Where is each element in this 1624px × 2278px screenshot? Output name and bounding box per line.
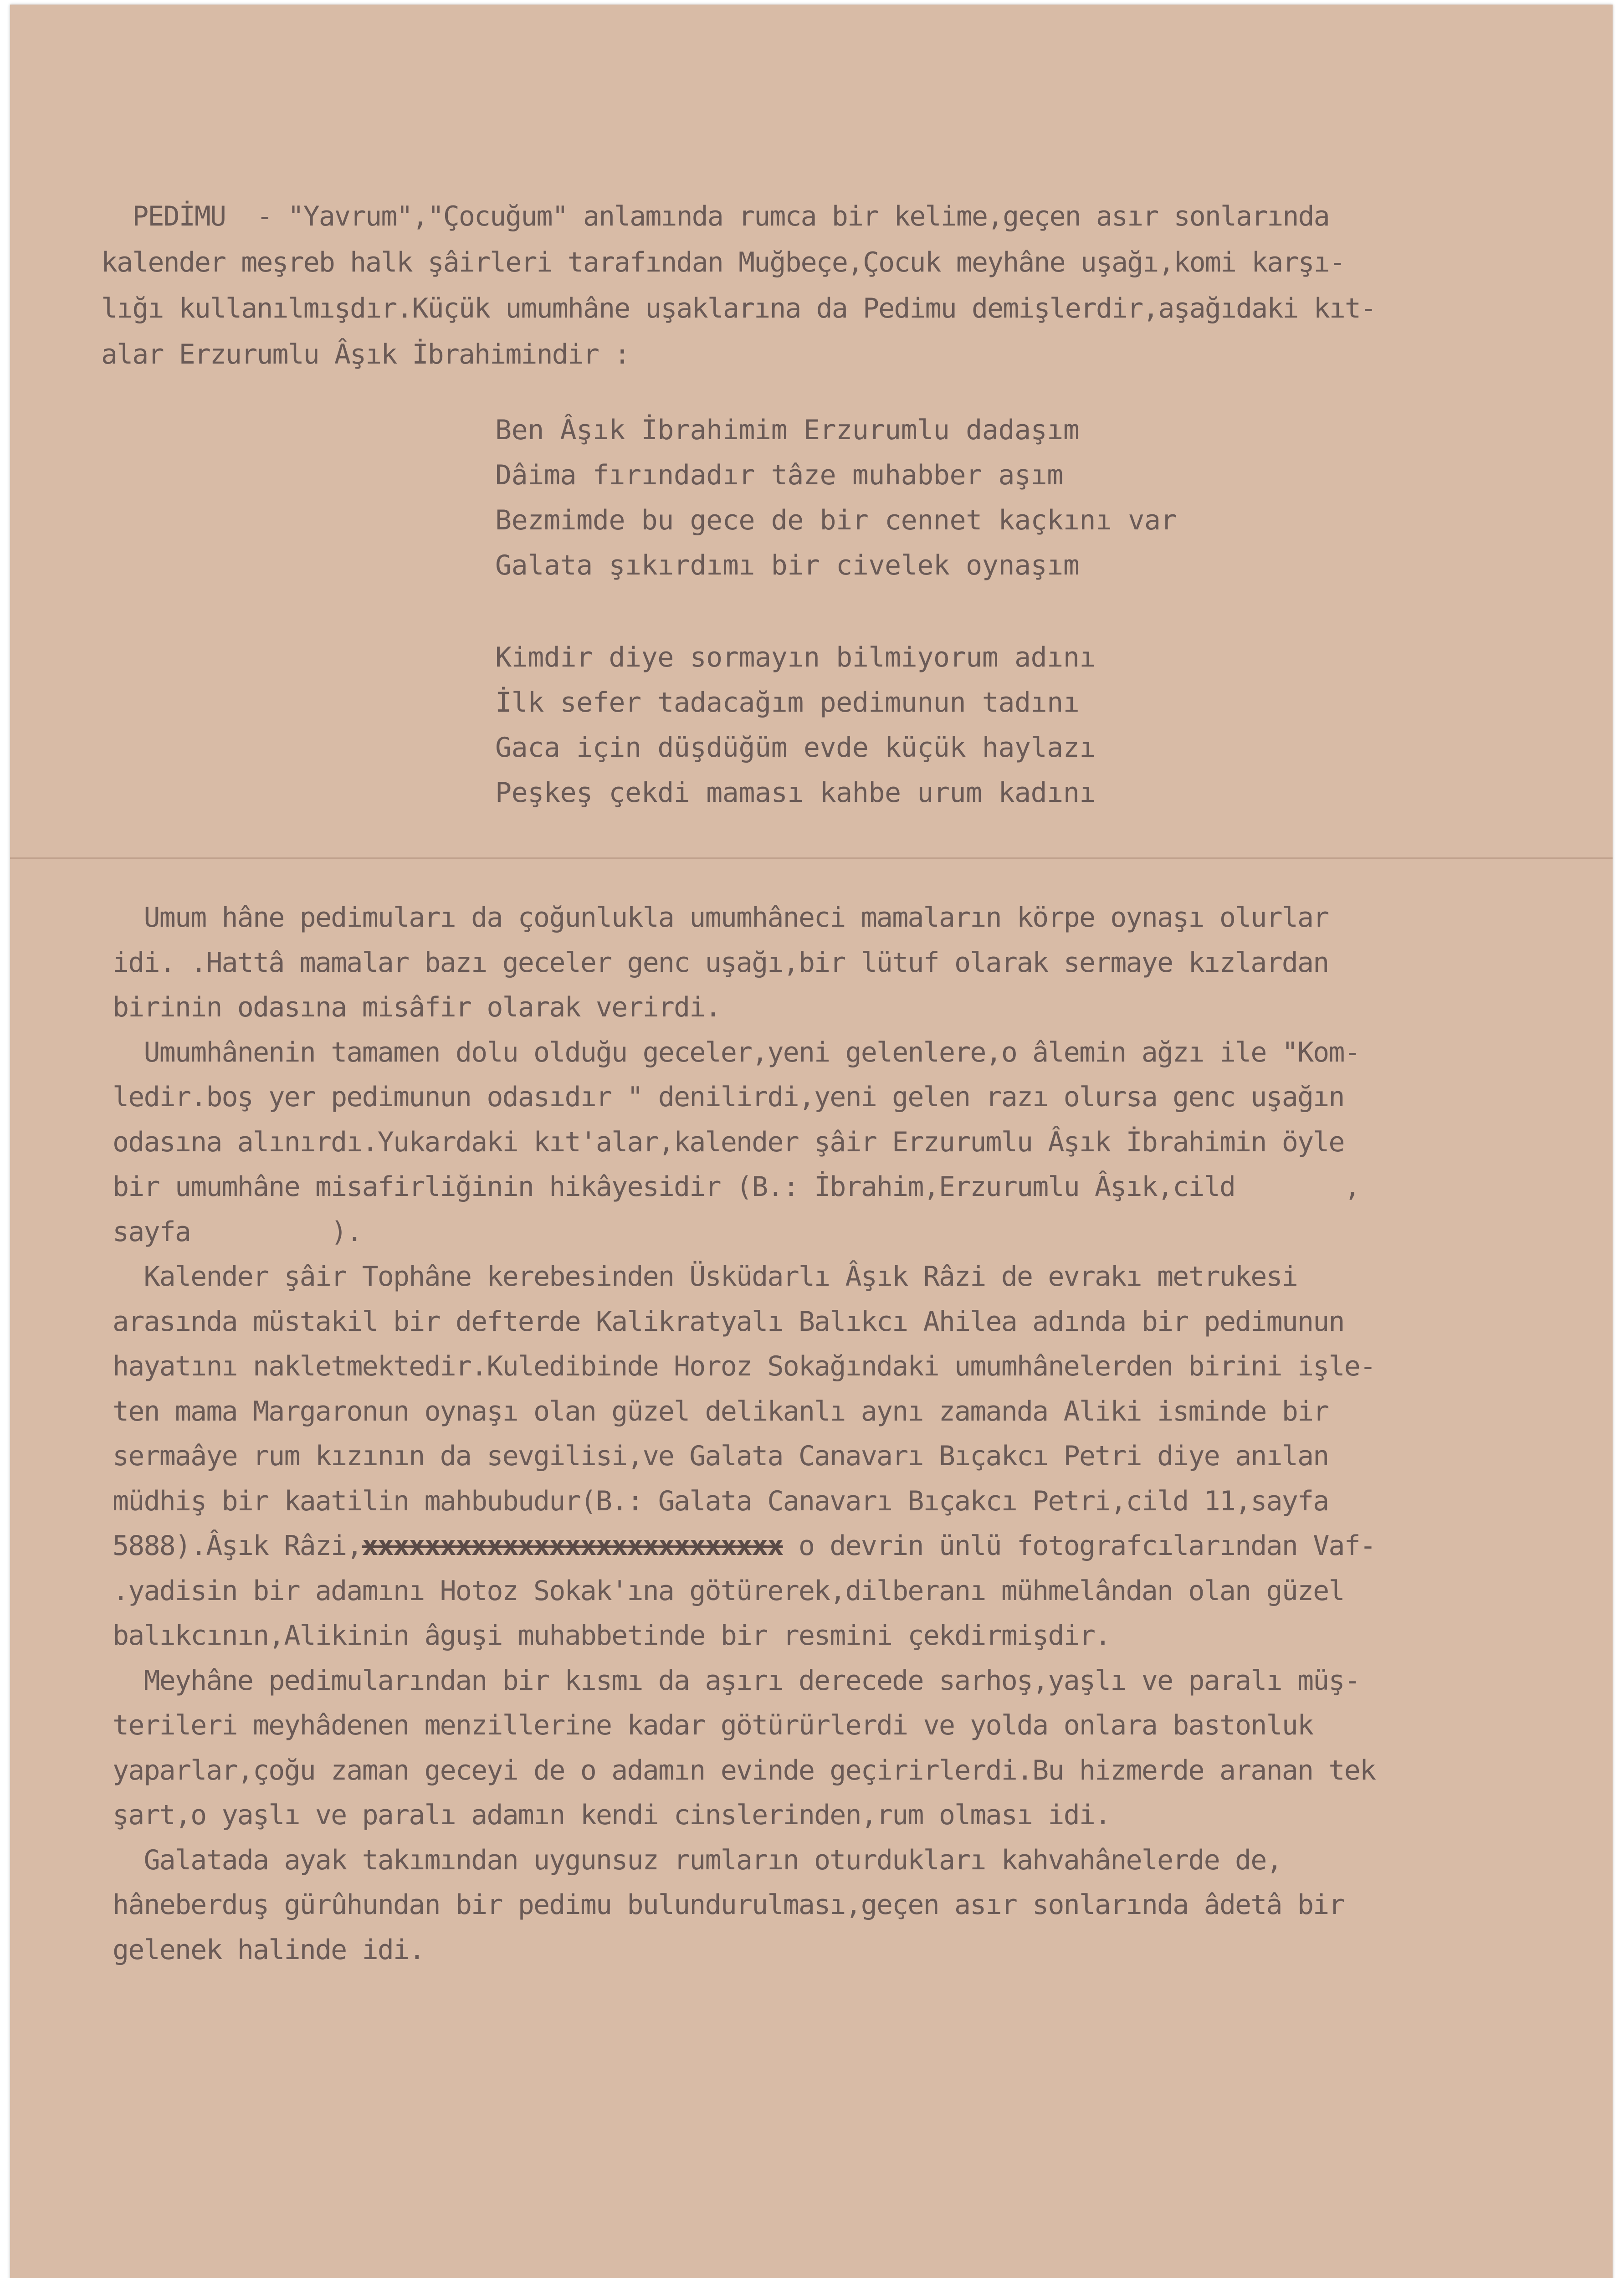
text-line: birinin odasına misâfir olarak verirdi. [113,991,721,1023]
text-line: Kalender şâir Tophâne kerebesinden Üsküdarlı Âşık Râzi de evrakı metrukesi [113,1261,1297,1293]
verse-line: Bezmimde bu gece de bir cennet kaçkını var [495,504,1177,536]
intro-paragraph [101,194,1376,378]
text-line: sermaâye rum kızının da sevgilisi,ve Galata Canavarı Bıçakcı Petri diye anılan [113,1440,1329,1472]
verse-line: Ben Âşık İbrahimim Erzurumlu dadaşım [495,414,1080,446]
paper-fold-line [10,857,1613,859]
text-line: hâneberduş gürûhundan bir pedimu bulundurulması,geçen asır sonlarında âdetâ bir [113,1889,1344,1921]
verse-line: Galata şıkırdımı bir civelek oynaşım [495,549,1080,581]
line-start: 5888).Âşık Râzi, [113,1530,362,1562]
verse-line: Dâima fırındadır tâze muhabber aşım [495,459,1063,491]
text-line: yaparlar,çoğu zaman geceyi de o adamın evinde geçirirlerdi.Bu hizmerde aranan tek [113,1754,1376,1786]
verse-line: Kimdir diye sormayın bilmiyorum adını [495,641,1096,673]
text-line: terileri meyhâdenen menzillerine kadar götürürlerdi ve yolda onlara bastonluk [113,1709,1313,1741]
verse-line: Gaca için düşdüğüm evde küçük haylazı [495,732,1096,764]
text-line: Galatada ayak takımından uygunsuz rumların oturdukları kahvahânelerde de, [113,1844,1282,1876]
text-line-with-strikeout [113,1524,1375,1569]
text-line: müdhiş bir kaatilin mahbubudur(B.: Galata Canavarı Bıçakcı Petri,cild 11,sayfa [113,1485,1329,1517]
verse-line: Peşkeş çekdi maması kahbe urum kadını [495,777,1096,809]
poem-stanza-1 [495,408,1177,588]
text-line: ten mama Margaronun oynaşı olan güzel delikanlı aynı zamanda Aliki isminde bir [113,1395,1329,1427]
text-line: Umum hâne pedimuları da çoğunlukla umumhâneci mamaların körpe oynaşı olurlar [113,902,1329,934]
text-line: odasına alınırdı.Yukardaki kıt'alar,kalender şâir Erzurumlu Âşık İbrahimin öyle [113,1126,1344,1158]
text-line: idi. .Hattâ mamalar bazı geceler genc uşağı,bir lütuf olarak sermaye kızlardan [113,946,1329,979]
text-line: Umumhânenin tamamen dolu olduğu geceler,yeni gelenlere,o âlemin ağzı ile "Kom- [113,1036,1360,1068]
text-line: bir umumhâne misafirliğinin hikâyesidir (B.: İbrahim,Erzurumlu Âşık,cild , [113,1171,1360,1203]
text-line: şart,o yaşlı ve paralı adamın kendi cinslerinden,rum olması idi. [113,1799,1111,1831]
struck-out-text: xxxxxxxxxxxxxxxxxxxxxxxxxxx [362,1530,783,1562]
text-line: gelenek halinde idi. [113,1934,425,1966]
text-line: sayfa ). [113,1216,362,1248]
verse-line: İlk sefer tadacağım pedimunun tadını [495,687,1080,718]
text-line: lığı kullanılmışdır.Küçük umumhâne uşaklarına da Pedimu demişlerdir,aşağıdaki kıt- [101,292,1376,324]
text-line: PEDİMU - "Yavrum","Çocuğum" anlamında rumca bir kelime,geçen asır sonlarında [101,200,1329,232]
text-line: alar Erzurumlu Âşık İbrahimindir : [101,339,630,370]
text-line: Meyhâne pedimularından bir kısmı da aşırı derecede sarhoş,yaşlı ve paralı müş- [113,1664,1360,1697]
text-line: balıkcının,Alikinin âguşi muhabbetinde bir resmini çekdirmişdir. [113,1620,1111,1652]
text-line: ledir.boş yer pedimunun odasıdır " denilirdi,yeni gelen razı olursa genc uşağın [113,1081,1344,1113]
text-line: kalender meşreb halk şâirleri tarafından Muğbeçe,Çocuk meyhâne uşağı,komi karşı- [101,246,1345,278]
typed-page [10,5,1613,2278]
poem [495,408,1177,816]
poem-stanza-2 [495,635,1177,816]
line-end: o devrin ünlü fotografcılarından Vaf- [783,1530,1376,1562]
text-line: arasında müstakil bir defterde Kalikratyalı Balıkcı Ahilea adında bir pedimunun [113,1305,1344,1338]
text-line: .yadisin bir adamını Hotoz Sokak'ına götürerek,dilberanı mühmelândan olan güzel [113,1575,1344,1607]
body-text [113,895,1375,1972]
text-line: hayatını nakletmektedir.Kuledibinde Horoz Sokağındaki umumhânelerden birini işle- [113,1350,1376,1382]
